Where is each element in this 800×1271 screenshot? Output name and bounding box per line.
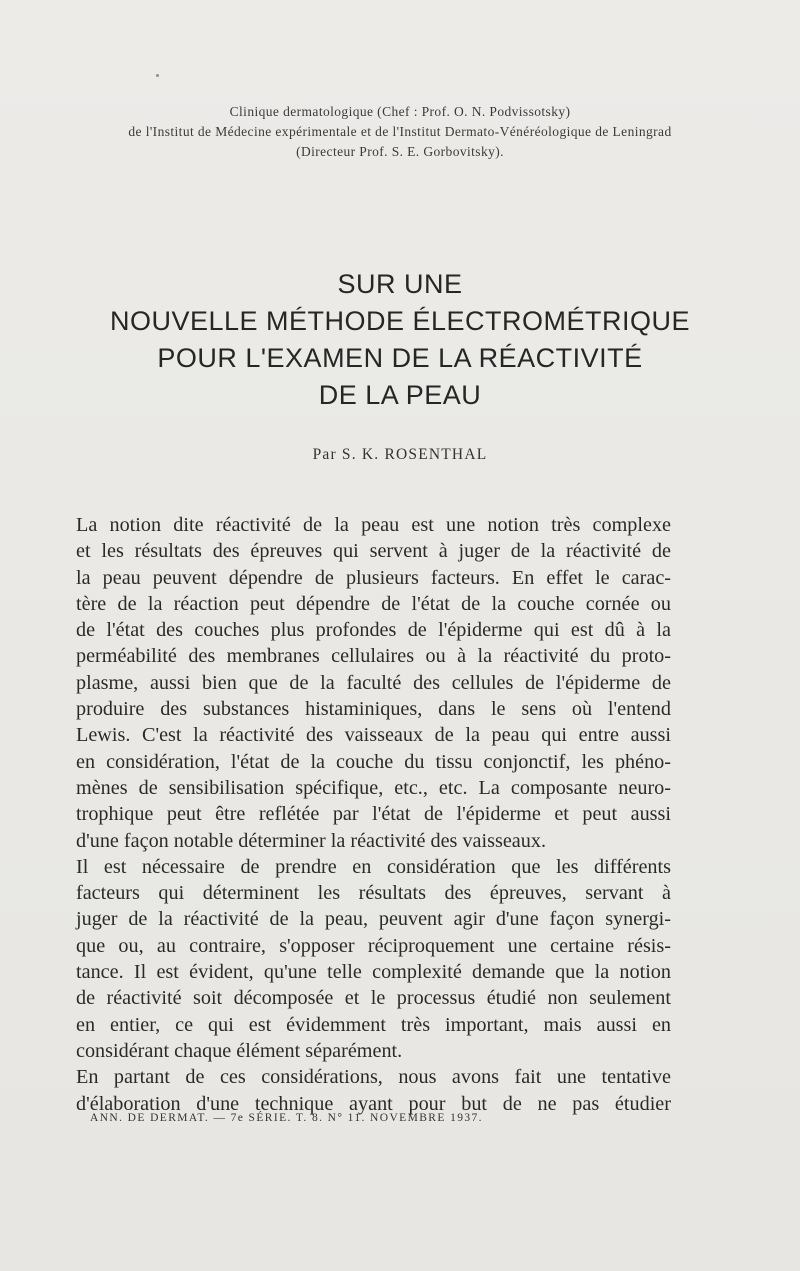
affiliation-block [0,102,800,162]
text-line: juger de la réactivité de la peau, peuvent agir d'une façon synergi- [76,908,671,931]
text-line: en entier, ce qui est évidemment très important, mais aussi en [76,1013,671,1036]
text-line: et les résultats des épreuves qui servent à juger de la réactivité de [76,540,671,563]
title-line: POUR L'EXAMEN DE LA RÉACTIVITÉ [157,343,643,373]
text-line: en considération, l'état de la couche du tissu conjonctif, les phéno- [76,750,671,773]
text-line: d'une façon notable déterminer la réactivité des vaisseaux. [76,829,546,852]
text-line: la peau peuvent dépendre de plusieurs facteurs. En effet le carac- [76,566,671,589]
text-line: plasme, aussi bien que de la faculté des cellules de l'épiderme de [76,671,671,694]
title-line: SUR UNE [337,269,463,299]
text-line: que ou, au contraire, s'opposer réciproquement une certaine résis- [76,934,671,957]
text-line: tère de la réaction peut dépendre de l'état de la couche cornée ou [76,592,671,615]
author-byline: Par S. K. ROSENTHAL [312,446,488,463]
text-line: trophique peut être reflétée par l'état de l'épiderme et peut aussi [76,803,671,826]
text-line: de l'état des couches plus profondes de l'épiderme qui est dû à la [76,619,671,642]
text-line: La notion dite réactivité de la peau est une notion très complexe [76,514,671,536]
text-line: mènes de sensibilisation spécifique, etc., etc. La composante neuro- [76,776,671,799]
title-line: NOUVELLE MÉTHODE ÉLECTROMÉTRIQUE [109,306,691,336]
paragraph [52,512,671,854]
paragraph [52,1064,671,1117]
affiliation-line: (Directeur Prof. S. E. Gorbovitsky). [296,144,504,159]
text-line: produire des substances histaminiques, dans le sens où l'entend [76,698,671,721]
affiliation-line: de l'Institut de Médecine expérimentale et de l'Institut Dermato-Vénéréologique de Leningrad [128,124,672,139]
text-line: Il est nécessaire de prendre en considération que les différents [76,855,671,878]
text-line: perméabilité des membranes cellulaires ou à la réactivité du proto- [76,645,671,668]
text-line: de réactivité soit décomposée et le processus étudié non seulement [76,987,671,1010]
text-line: En partant de ces considérations, nous avons fait une tentative [76,1066,671,1089]
title-line: DE LA PEAU [318,380,482,410]
article-title [0,266,800,414]
text-line: d'élaboration d'une technique ayant pour but de ne pas étudier [76,1092,671,1115]
text-line: Lewis. C'est la réactivité des vaisseaux de la peau qui entre aussi [76,724,671,747]
paragraph [52,854,671,1064]
journal-footer: ANN. DE DERMAT. — 7e SÉRIE. T. 8. N° 11. NOVEMBRE 1937. [90,1112,483,1124]
paper-speck [156,74,159,77]
affiliation-line: Clinique dermatologique (Chef : Prof. O. N. Podvissotsky) [229,104,571,119]
text-line: tance. Il est évident, qu'une telle complexité demande que la notion [76,961,671,984]
text-line: considérant chaque élément séparément. [76,1039,403,1062]
text-line: facteurs qui déterminent les résultats des épreuves, servant à [76,882,671,905]
article-body [52,512,671,1117]
